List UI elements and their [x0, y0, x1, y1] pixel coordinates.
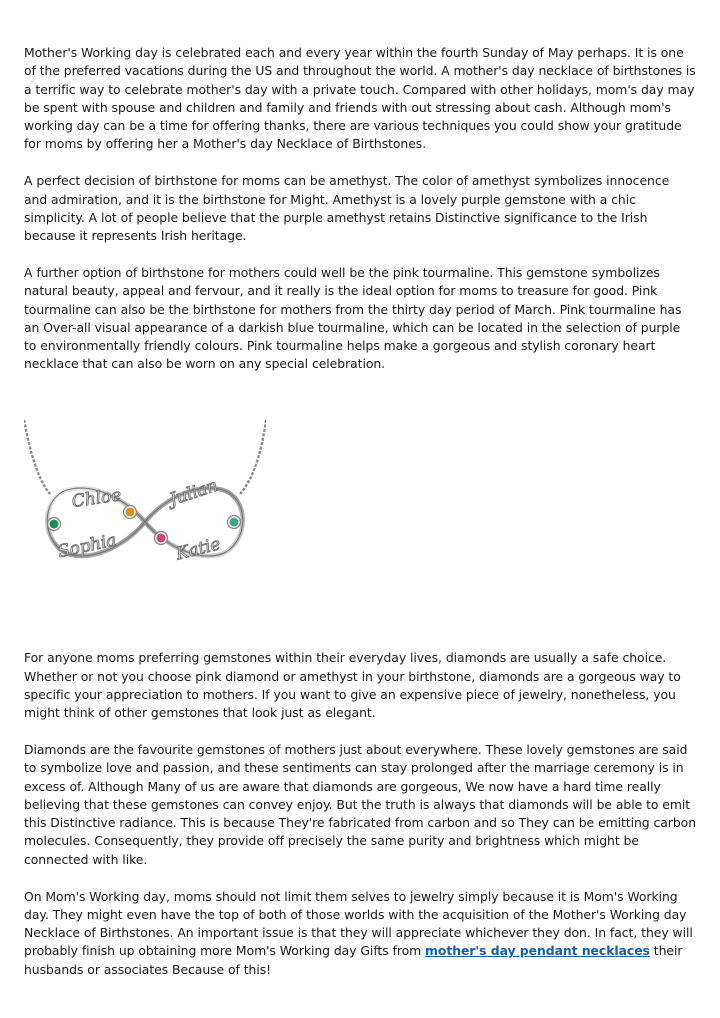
name-sophia: Sophia [56, 530, 119, 563]
gem-top-center [124, 506, 137, 519]
paragraph-3: A further option of birthstone for mothers could well be the pink tourmaline. This gemstone symbolizes natural beauty, appeal and fervour, and it really is the ideal option for moms to treasure for good. Pink tourmaline can also be the birthstone for mothers from the thirty day period of March. Pink tourmaline has an Over-all visual appearance of a darkish blue tourmaline, which can be located in the selection of purple to environmentally friendly colours. Pink tourmaline helps make a gorgeous and stylish coronary heart necklace that can also be worn on any special celebration. [24, 264, 682, 372]
name-chloe: Chloe [70, 485, 123, 513]
pendant-necklaces-link[interactable]: mother's day pendant necklaces [425, 943, 650, 959]
paragraph-6-text-end: their husbands or associates Because of this! [24, 943, 683, 977]
paragraph-6-text-start: On Mom's Working day, moms should not limit them selves to jewelry simply because it is Mom's Working day. They might even have the top of both of those worlds with the acquisition of the Mother's Working day Necklace of Birthstones. An important issue is that they will appreciate whichever they don. In fact, they will probably finish up obtaining more Mom's Working day Gifts from [24, 888, 693, 959]
infinity-necklace-illustration [24, 392, 266, 632]
paragraph-5: Diamonds are the favourite gemstones of mothers just about everywhere. These lovely gemstones are said to symbolize love and passion, and these sentiments can stay prolonged after the marriage ceremony is in excess of. Although Many of us are aware that diamonds are gorgeous, We now have a hard time really believing that these gemstones can convey enjoy. But the truth is always that diamonds will be able to emit this Distinctive radiance. This is because They're fabricated from carbon and so They can be emitting carbon molecules. Consequently, they provide off precisely the same purity and brightness which might be connected with like. [24, 741, 697, 867]
paragraph-1: Mother's Working day is celebrated each and every year within the fourth Sunday of May perhaps. It is one of the preferred vacations during the US and throughout the world. A mother's day necklace of birthstones is a terrific way to celebrate mother's day with a private touch. Compared with other holidays, mom's day may be spent with spouse and children and family and friends with out stressing about cash. Although mom's working day can be a time for offering thanks, there are various techniques you could show your gratitude for moms by offering her a Mother's day Necklace of Birthstones. [24, 45, 696, 152]
paragraph-4: For anyone moms preferring gemstones within their everyday lives, diamonds are usually a safe choice. Whether or not you choose pink diamond or amethyst in your birthstone, diamonds are a gorgeous way to specific your appreciation to mothers. If you want to give an expensive piece of jewelry, nonetheless, you might think of other gemstones that look just as elegant. [24, 650, 681, 721]
name-katie: Katie [174, 534, 223, 565]
paragraph-6 [24, 888, 696, 979]
gem-right [228, 516, 241, 529]
paragraph-2: A perfect decision of birthstone for moms can be amethyst. The color of amethyst symbolizes innocence and admiration, and it is the birthstone for Might. Amethyst is a lovely purple gemstone with a chic simplicity. A lot of people believe that the purple amethyst retains Distinctive significance to the Irish because it represents Irish heritage. [24, 173, 670, 244]
gem-bottom-center [155, 532, 168, 545]
article [24, 44, 696, 998]
gem-left [48, 518, 61, 531]
necklace-image [24, 392, 266, 632]
name-julian: Julian [167, 476, 221, 511]
